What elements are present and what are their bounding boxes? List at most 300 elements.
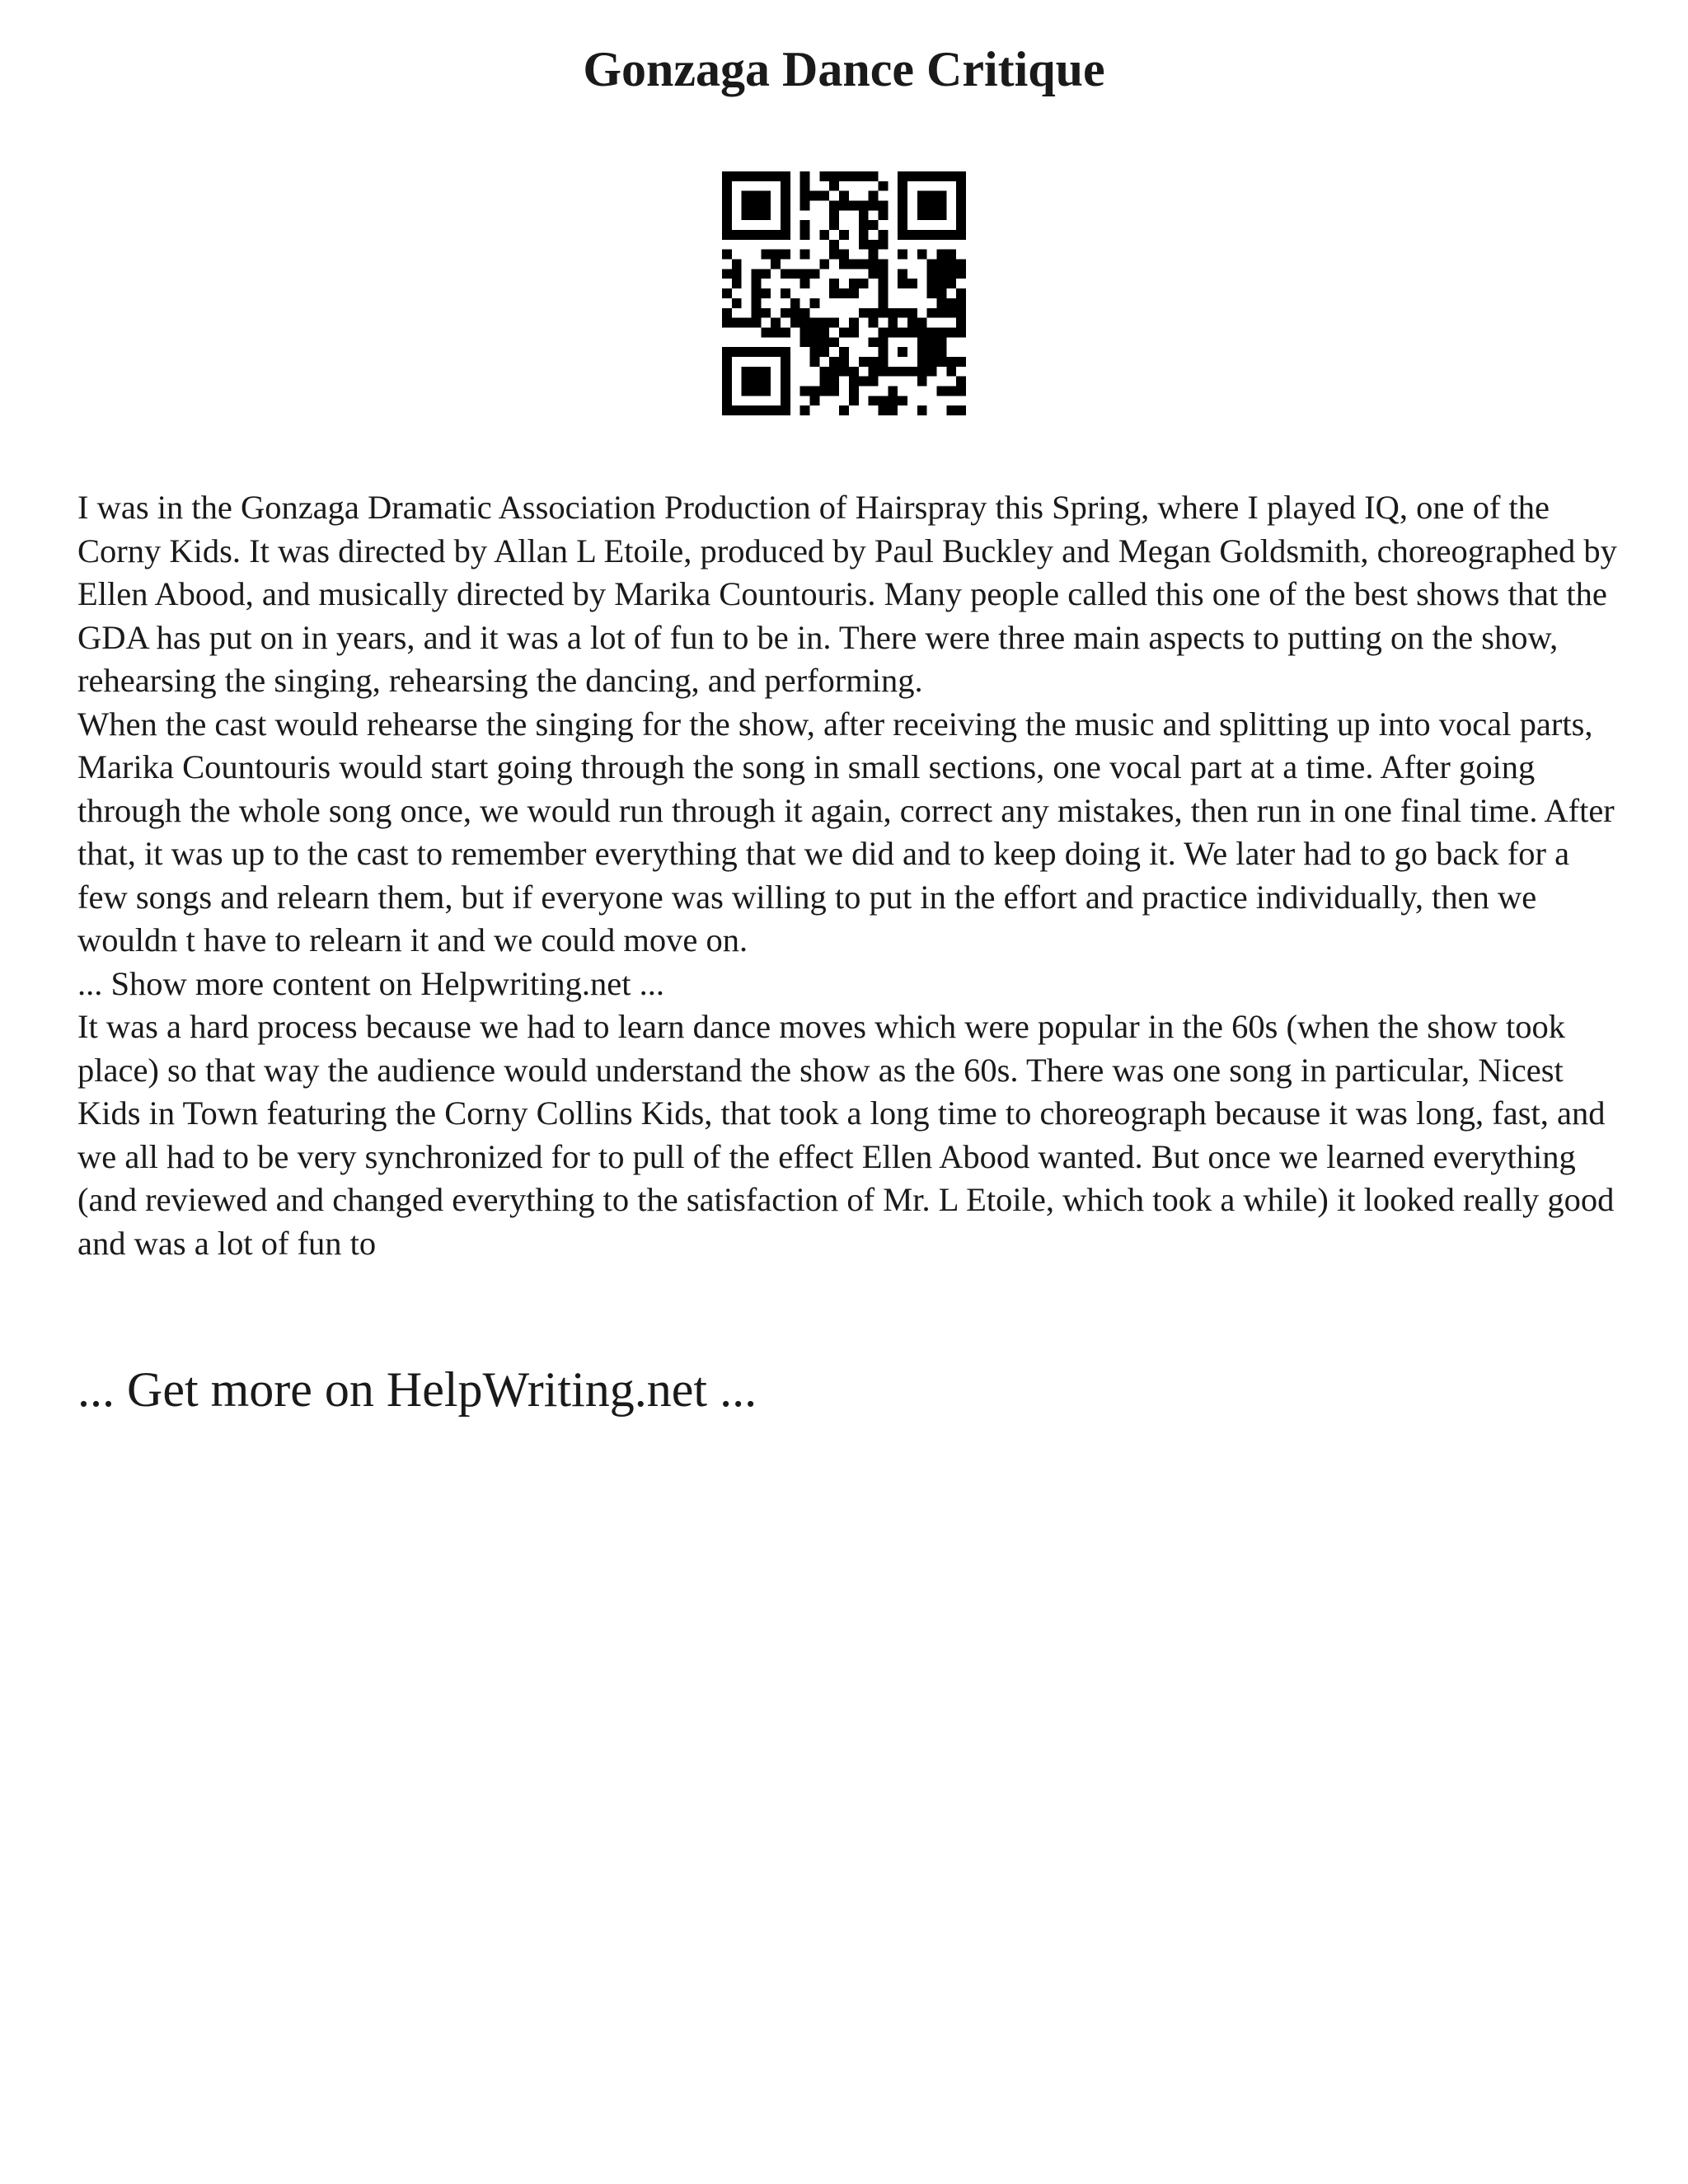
qr-module xyxy=(819,337,829,347)
qr-code-icon[interactable] xyxy=(722,171,966,415)
qr-module xyxy=(752,288,762,298)
qr-module xyxy=(859,171,869,181)
qr-module xyxy=(732,405,742,415)
qr-module xyxy=(742,318,752,328)
qr-module xyxy=(742,347,752,357)
qr-module xyxy=(781,230,790,240)
qr-module xyxy=(956,327,966,337)
qr-module xyxy=(800,230,810,240)
qr-module xyxy=(907,327,917,337)
qr-module xyxy=(781,357,790,367)
qr-module xyxy=(936,210,946,220)
qr-module xyxy=(781,201,790,211)
qr-module xyxy=(946,308,956,318)
qr-module xyxy=(829,377,839,387)
qr-module xyxy=(761,210,771,220)
qr-module xyxy=(898,308,907,318)
qr-module xyxy=(742,210,752,220)
qr-module xyxy=(800,201,810,211)
qr-module xyxy=(927,308,937,318)
qr-module xyxy=(927,269,937,279)
qr-module xyxy=(917,250,927,260)
qr-module xyxy=(859,201,869,211)
qr-module xyxy=(936,260,946,269)
qr-module xyxy=(781,191,790,201)
qr-module xyxy=(956,386,966,396)
qr-module xyxy=(869,396,879,405)
qr-module xyxy=(800,386,810,396)
qr-module xyxy=(781,396,790,405)
qr-module xyxy=(878,269,888,279)
qr-module xyxy=(819,191,829,201)
qr-module xyxy=(781,288,790,298)
qr-module xyxy=(732,279,742,288)
qr-module xyxy=(898,269,907,279)
qr-module xyxy=(771,260,781,269)
qr-module xyxy=(927,347,937,357)
qr-module xyxy=(898,250,907,260)
qr-module xyxy=(927,357,937,367)
qr-module xyxy=(761,367,771,377)
qr-module xyxy=(907,318,917,328)
qr-module xyxy=(936,250,946,260)
qr-module xyxy=(927,367,937,377)
qr-module xyxy=(829,250,839,260)
qr-module xyxy=(800,269,810,279)
qr-module xyxy=(888,367,898,377)
qr-module xyxy=(927,279,937,288)
qr-module xyxy=(956,210,966,220)
qr-module xyxy=(761,288,771,298)
qr-module xyxy=(800,308,810,318)
qr-module xyxy=(936,347,946,357)
qr-module xyxy=(742,191,752,201)
qr-module xyxy=(927,337,937,347)
qr-module xyxy=(917,377,927,387)
qr-module xyxy=(819,318,829,328)
qr-module xyxy=(752,171,762,181)
qr-module xyxy=(819,171,829,181)
qr-module xyxy=(859,240,869,250)
qr-module xyxy=(722,367,732,377)
qr-module xyxy=(722,201,732,211)
qr-module xyxy=(936,357,946,367)
qr-module xyxy=(722,210,732,220)
qr-module xyxy=(907,230,917,240)
qr-module xyxy=(722,171,732,181)
qr-module xyxy=(849,260,859,269)
qr-module xyxy=(742,201,752,211)
qr-module xyxy=(849,279,859,288)
qr-module xyxy=(956,405,966,415)
qr-module xyxy=(829,337,839,347)
qr-module xyxy=(742,230,752,240)
get-more-link[interactable]: ... Get more on HelpWriting.net ... xyxy=(77,1362,757,1417)
qr-module xyxy=(810,318,820,328)
qr-module xyxy=(869,260,879,269)
qr-module xyxy=(810,357,820,367)
qr-module xyxy=(869,308,879,318)
qr-module xyxy=(869,269,879,279)
qr-module xyxy=(946,327,956,337)
qr-module xyxy=(722,386,732,396)
qr-module xyxy=(781,405,790,415)
qr-module xyxy=(878,279,888,288)
qr-module xyxy=(722,357,732,367)
qr-module xyxy=(810,298,820,308)
qr-module xyxy=(917,367,927,377)
qr-module xyxy=(742,386,752,396)
qr-module xyxy=(869,201,879,211)
qr-module xyxy=(742,367,752,377)
qr-module xyxy=(810,327,820,337)
qr-module xyxy=(829,220,839,230)
qr-module xyxy=(761,201,771,211)
qr-module xyxy=(752,230,762,240)
qr-module xyxy=(761,191,771,201)
qr-module xyxy=(936,288,946,298)
qr-module xyxy=(927,171,937,181)
qr-module xyxy=(917,318,927,328)
qr-module xyxy=(946,269,956,279)
qr-module xyxy=(829,171,839,181)
qr-module xyxy=(936,269,946,279)
qr-module xyxy=(742,171,752,181)
qr-module xyxy=(936,201,946,211)
qr-module xyxy=(956,220,966,230)
paragraph: It was a hard process because we had to learn dance moves which were popular in the 60s (when the show took place) so that way the audience would understand the show as the 60s. There was one song in particular, Nicest Kids in Town featuring the Corny Collins Kids, that took a long time to choreograph because it was long, fast, and we all had to be very synchronized for to pull of the effect Ellen Abood wanted. But once we learned everything (and reviewed and changed everything to the satisfaction of Mr. L Etoile, which took a while) it looked really good and was a lot of fun to xyxy=(77,1008,1615,1262)
qr-module xyxy=(839,171,849,181)
qr-module xyxy=(898,367,907,377)
qr-module xyxy=(781,269,790,279)
qr-module xyxy=(878,367,888,377)
qr-module xyxy=(800,337,810,347)
qr-module xyxy=(898,396,907,405)
qr-module xyxy=(800,191,810,201)
qr-module xyxy=(761,386,771,396)
qr-module xyxy=(800,250,810,260)
qr-module xyxy=(752,308,762,318)
qr-module xyxy=(752,386,762,396)
qr-module xyxy=(849,171,859,181)
qr-module xyxy=(936,337,946,347)
qr-module xyxy=(859,377,869,387)
qr-module xyxy=(888,405,898,415)
qr-module xyxy=(898,191,907,201)
qr-module xyxy=(946,250,956,260)
qr-module xyxy=(771,250,781,260)
qr-module xyxy=(752,298,762,308)
qr-module xyxy=(927,260,937,269)
qr-module xyxy=(878,230,888,240)
qr-module xyxy=(927,230,937,240)
qr-module xyxy=(790,308,800,318)
qr-module xyxy=(878,357,888,367)
qr-module xyxy=(878,347,888,357)
qr-module xyxy=(869,337,879,347)
qr-module xyxy=(761,250,771,260)
qr-module xyxy=(917,230,927,240)
qr-module xyxy=(761,327,771,337)
qr-module xyxy=(839,191,849,201)
qr-module xyxy=(810,269,820,279)
qr-module xyxy=(752,201,762,211)
qr-module xyxy=(956,377,966,387)
qr-module xyxy=(869,318,879,328)
qr-module xyxy=(761,347,771,357)
qr-module xyxy=(819,230,829,240)
qr-module xyxy=(956,318,966,328)
qr-module xyxy=(839,288,849,298)
qr-module xyxy=(790,298,800,308)
qr-module xyxy=(936,230,946,240)
qr-module xyxy=(819,386,829,396)
qr-module xyxy=(869,377,879,387)
qr-module xyxy=(936,279,946,288)
qr-module xyxy=(956,308,966,318)
qr-module xyxy=(722,288,732,298)
qr-module xyxy=(936,327,946,337)
qr-module xyxy=(878,288,888,298)
qr-module xyxy=(956,260,966,269)
qr-module xyxy=(917,201,927,211)
qr-module xyxy=(869,250,879,260)
qr-module xyxy=(888,308,898,318)
qr-module xyxy=(771,230,781,240)
qr-module xyxy=(956,288,966,298)
qr-module xyxy=(752,210,762,220)
qr-module xyxy=(781,171,790,181)
qr-module xyxy=(898,181,907,191)
qr-module xyxy=(946,171,956,181)
qr-module xyxy=(878,327,888,337)
qr-module xyxy=(946,367,956,377)
qr-module xyxy=(732,298,742,308)
qr-module xyxy=(829,181,839,191)
qr-module xyxy=(722,347,732,357)
qr-module xyxy=(888,318,898,328)
qr-module xyxy=(927,210,937,220)
qr-module xyxy=(917,171,927,181)
qr-module xyxy=(722,230,732,240)
qr-module xyxy=(898,279,907,288)
qr-module xyxy=(810,396,820,405)
qr-module xyxy=(946,230,956,240)
qr-module xyxy=(752,279,762,288)
qr-module xyxy=(781,377,790,387)
qr-module xyxy=(781,347,790,357)
qr-module xyxy=(800,279,810,288)
qr-module xyxy=(819,347,829,357)
qr-module xyxy=(839,250,849,260)
qr-module xyxy=(956,357,966,367)
qr-module xyxy=(781,386,790,396)
qr-module xyxy=(907,308,917,318)
qr-module xyxy=(927,327,937,337)
qr-module xyxy=(927,191,937,201)
qr-module xyxy=(722,405,732,415)
qr-module xyxy=(936,386,946,396)
article-body xyxy=(77,486,1627,1265)
qr-module xyxy=(810,347,820,357)
qr-module xyxy=(752,377,762,387)
qr-module xyxy=(839,327,849,337)
qr-module xyxy=(869,191,879,201)
qr-module xyxy=(819,377,829,387)
qr-module xyxy=(917,191,927,201)
qr-module xyxy=(839,357,849,367)
qr-module xyxy=(839,367,849,377)
qr-module xyxy=(781,210,790,220)
qr-module xyxy=(888,386,898,396)
qr-module xyxy=(829,357,839,367)
qr-module xyxy=(878,298,888,308)
qr-module xyxy=(752,405,762,415)
qr-module xyxy=(790,269,800,279)
qr-module xyxy=(946,279,956,288)
qr-module xyxy=(761,377,771,387)
qr-module xyxy=(781,220,790,230)
qr-module xyxy=(946,386,956,396)
qr-module xyxy=(829,386,839,396)
qr-module xyxy=(810,337,820,347)
qr-module xyxy=(849,386,859,396)
qr-module xyxy=(878,201,888,211)
qr-module xyxy=(732,171,742,181)
qr-module xyxy=(946,405,956,415)
qr-module xyxy=(839,201,849,211)
qr-module xyxy=(878,405,888,415)
qr-module xyxy=(956,171,966,181)
qr-module xyxy=(859,279,869,288)
qr-module xyxy=(917,337,927,347)
qr-module xyxy=(956,191,966,201)
qr-module xyxy=(800,327,810,337)
qr-module xyxy=(800,171,810,181)
qr-module xyxy=(917,405,927,415)
qr-module xyxy=(819,327,829,337)
qr-module xyxy=(878,260,888,269)
qr-module xyxy=(732,318,742,328)
qr-module xyxy=(946,298,956,308)
qr-module xyxy=(829,288,839,298)
qr-module xyxy=(790,318,800,328)
qr-module xyxy=(781,367,790,377)
qr-module xyxy=(956,269,966,279)
qr-module xyxy=(878,210,888,220)
qr-module xyxy=(722,377,732,387)
qr-module xyxy=(742,377,752,387)
qr-module xyxy=(849,367,859,377)
qr-module xyxy=(946,260,956,269)
paragraph: When the cast would rehearse the singing for the show, after receiving the music and splitting up into vocal parts, Marika Countouris would start going through the song in small sections, one vocal part at a time. After going through the whole song once, we would run through it again, correct any mistakes, then run in one final time. After that, it was up to the cast to remember everything that we did and to keep doing it. We later had to go back for a few songs and relearn them, but if everyone was willing to put in the effort and practice individually, then we wouldn t have to relearn it and we could move on. xyxy=(77,705,1615,958)
qr-module xyxy=(771,171,781,181)
qr-module xyxy=(800,220,810,230)
qr-module xyxy=(819,260,829,269)
qr-module xyxy=(781,250,790,260)
qr-module xyxy=(936,308,946,318)
qr-module xyxy=(936,191,946,201)
qr-module xyxy=(946,357,956,367)
qr-module xyxy=(956,201,966,211)
qr-module xyxy=(869,240,879,250)
qr-module xyxy=(829,367,839,377)
qr-module xyxy=(722,250,732,260)
qr-module xyxy=(907,171,917,181)
qr-module xyxy=(898,210,907,220)
qr-module xyxy=(869,367,879,377)
qr-module xyxy=(761,405,771,415)
qr-module xyxy=(898,201,907,211)
qr-module xyxy=(771,347,781,357)
show-more-link[interactable]: ... Show more content on Helpwriting.net ... xyxy=(77,964,665,1002)
qr-module xyxy=(878,308,888,318)
qr-module xyxy=(752,269,762,279)
qr-module xyxy=(917,327,927,337)
page-title: Gonzaga Dance Critique xyxy=(583,42,1105,96)
qr-module xyxy=(859,230,869,240)
qr-module xyxy=(819,367,829,377)
qr-module xyxy=(732,347,742,357)
qr-module xyxy=(898,220,907,230)
qr-module xyxy=(722,191,732,201)
qr-module xyxy=(888,327,898,337)
qr-module xyxy=(761,308,771,318)
qr-module xyxy=(800,181,810,191)
qr-module xyxy=(849,327,859,337)
qr-module xyxy=(722,308,732,318)
qr-module xyxy=(878,337,888,347)
qr-module xyxy=(829,240,839,250)
qr-module xyxy=(849,318,859,328)
qr-module xyxy=(898,171,907,181)
qr-module xyxy=(732,230,742,240)
qr-module xyxy=(898,347,907,357)
qr-module xyxy=(771,327,781,337)
qr-module xyxy=(907,279,917,288)
qr-module xyxy=(800,318,810,328)
qr-module xyxy=(839,260,849,269)
qr-module xyxy=(869,357,879,367)
paragraph: I was in the Gonzaga Dramatic Association Production of Hairspray this Spring, where I played IQ, one of the Corny Kids. It was directed by Allan L Etoile, produced by Paul Buckley and Megan Goldsmith, choreographed by Ellen Abood, and musically directed by Marika Countouris. Many people called this one of the best shows that the GDA has put on in years, and it was a lot of fun to be in. There were three main aspects to putting on the show, rehearsing the singing, rehearsing the dancing, and performing. xyxy=(77,489,1617,699)
qr-module xyxy=(936,171,946,181)
qr-module xyxy=(898,327,907,337)
qr-module xyxy=(810,386,820,396)
qr-module xyxy=(722,269,732,279)
qr-module xyxy=(956,230,966,240)
qr-module xyxy=(956,298,966,308)
qr-module xyxy=(859,210,869,220)
qr-module xyxy=(888,396,898,405)
qr-module xyxy=(859,357,869,367)
qr-module xyxy=(878,240,888,250)
qr-module xyxy=(927,288,937,298)
qr-module xyxy=(849,377,859,387)
qr-module xyxy=(810,191,820,201)
qr-module xyxy=(927,201,937,211)
qr-module xyxy=(839,405,849,415)
qr-module xyxy=(752,347,762,357)
qr-module xyxy=(781,327,790,337)
qr-module xyxy=(752,367,762,377)
qr-module xyxy=(771,405,781,415)
qr-module xyxy=(800,405,810,415)
qr-module xyxy=(917,347,927,357)
qr-module xyxy=(781,308,790,318)
qr-module xyxy=(752,191,762,201)
qr-module xyxy=(752,318,762,328)
qr-module xyxy=(849,288,859,298)
